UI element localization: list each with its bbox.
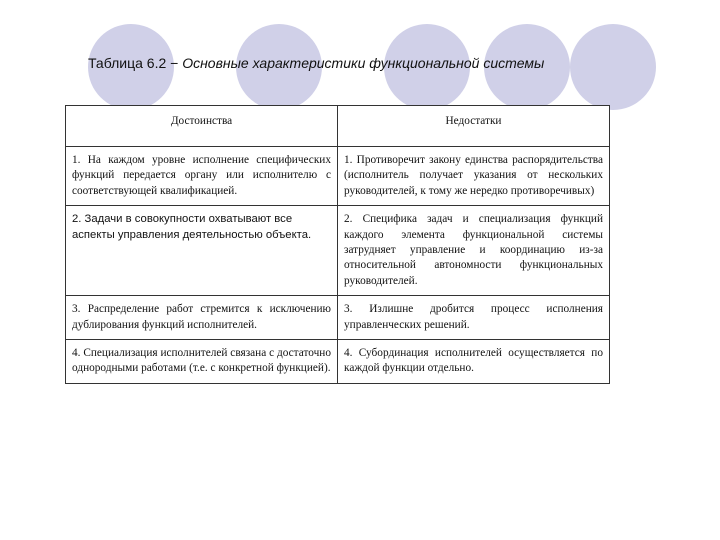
disadvantage-cell: 1. Противоречит закону единства распорядительства (исполнитель получает указания от нескольких руководителей, к тому же нередко противоречивых) bbox=[338, 147, 610, 206]
advantage-cell: 1. На каждом уровне исполнение специфических функций передается органу или исполнителю с соответствующей квалификацией. bbox=[66, 147, 338, 206]
disadvantage-cell: 2. Специфика задач и специализация функций каждого элемента функциональной системы затрудняет управление и координацию из-за относительной автономности функциональных руководителей. bbox=[338, 206, 610, 296]
characteristics-table bbox=[65, 105, 610, 384]
table-row bbox=[66, 206, 610, 296]
table-caption bbox=[88, 55, 648, 71]
table-row bbox=[66, 296, 610, 340]
header-advantages: Достоинства bbox=[66, 106, 338, 147]
advantage-cell: 4. Специализация исполнителей связана с достаточно однородными работами (т.е. с конкретной функцией). bbox=[66, 340, 338, 384]
caption-prefix: Таблица 6.2 − bbox=[88, 55, 183, 71]
table-row bbox=[66, 147, 610, 206]
table-header-row bbox=[66, 106, 610, 147]
advantage-cell: 2. Задачи в совокупности охватывают все аспекты управления деятельностью объекта. bbox=[66, 206, 338, 296]
advantage-cell: 3. Распределение работ стремится к исключению дублирования функций исполнителей. bbox=[66, 296, 338, 340]
disadvantage-cell: 4. Субординация исполнителей осуществляется по каждой функции отдельно. bbox=[338, 340, 610, 384]
header-disadvantages: Недостатки bbox=[338, 106, 610, 147]
disadvantage-cell: 3. Излишне дробится процесс исполнения управленческих решений. bbox=[338, 296, 610, 340]
table-row bbox=[66, 340, 610, 384]
caption-main: Основные характеристики функциональной системы bbox=[182, 55, 545, 71]
